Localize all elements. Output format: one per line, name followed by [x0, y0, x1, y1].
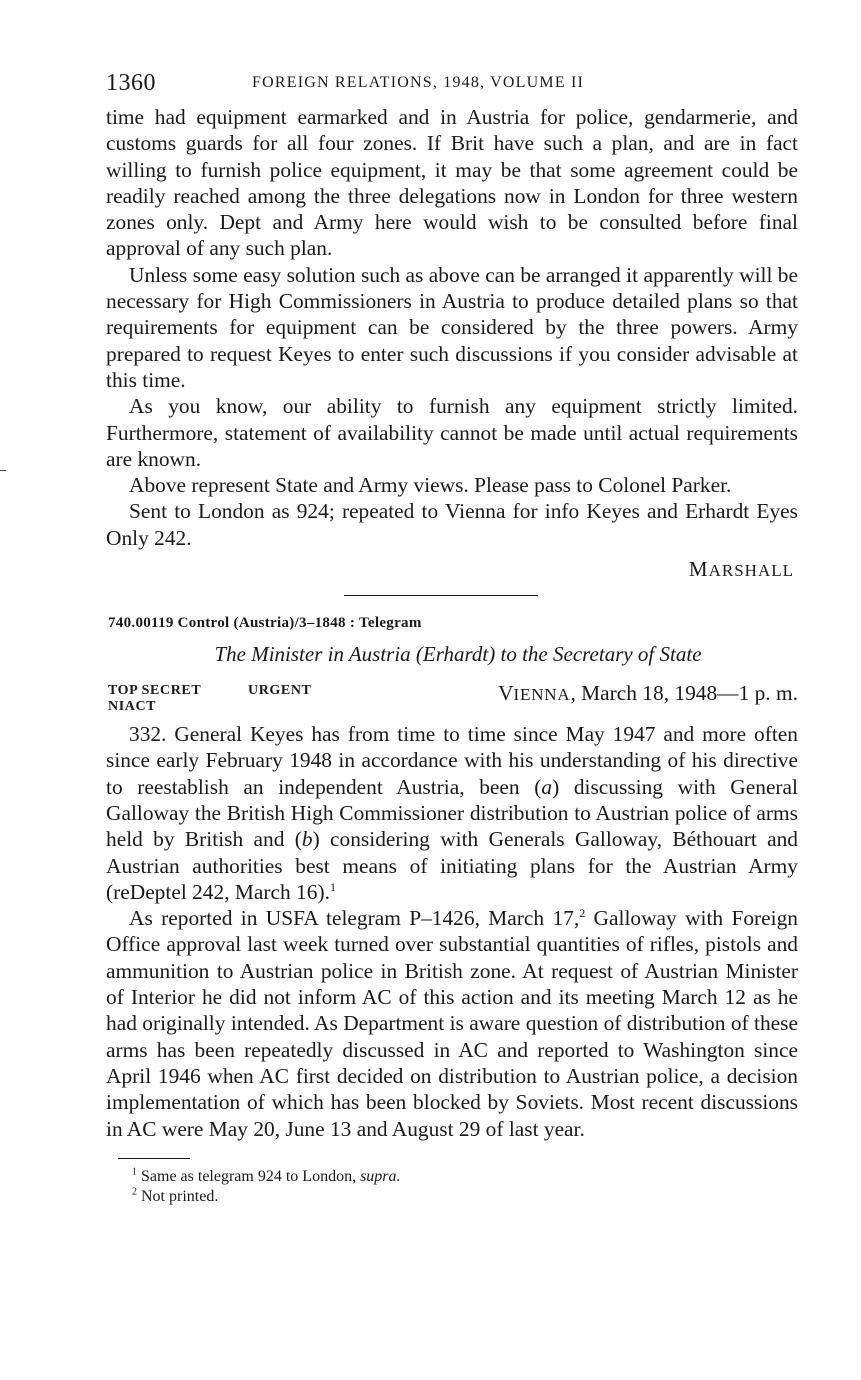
dateline-place-initial: V [498, 681, 514, 706]
text-run: As reported in USFA telegram P–1426, March 17, [129, 906, 580, 931]
classification-line: TOP SECRET [108, 683, 202, 699]
continuation-text [106, 104, 798, 551]
telegram-text [106, 721, 798, 1142]
signature-initial: M [688, 557, 709, 582]
footnote-number: 1 [132, 1166, 137, 1178]
footnote-italic: supra. [360, 1167, 401, 1185]
paragraph: time had equipment earmarked and in Austria for police, gendarmerie, and customs guards for all four zones. If Brit have such a plan, and are in fact willing to furnish police equipment, it may be that some agreement could be readily reached among the three delegations now in London for three western zones only. Dept and Army here would wish to be consulted before final approval of any such plan. [106, 105, 798, 261]
running-title: FOREIGN RELATIONS, 1948, VOLUME II [252, 74, 585, 91]
footnote-text: Same as telegram 924 to London, [141, 1167, 361, 1185]
signature [106, 557, 794, 582]
text-run: a [541, 774, 553, 799]
footnote-number: 2 [132, 1186, 137, 1198]
footnotes [132, 1167, 798, 1207]
text-run: 332. General Keyes has from time to time since May 1947 and more often since early February 1948 in accordance with his understanding of his directive to reestablish an independent Austria, been ( [106, 722, 798, 799]
section-divider [344, 595, 538, 596]
file-reference: 740.00119 Control (Austria)/3–1848 : Telegram [108, 615, 422, 632]
paragraph: Sent to London as 924; repeated to Vienna for info Keyes and Erhardt Eyes Only 242. [106, 499, 798, 550]
page-number: 1360 [106, 70, 156, 96]
urgency-label: URGENT [248, 683, 312, 699]
telegram-header [106, 677, 798, 721]
classification [108, 683, 201, 715]
paragraph [106, 721, 798, 905]
running-head [106, 64, 798, 104]
paragraph: Above represent State and Army views. Please pass to Colonel Parker. [129, 473, 732, 498]
text-run: ) considering with Generals Galloway, Béthouart and Austrian authorities best means of initiating plans for the Austrian Army (reDeptel 242, March 16). [106, 827, 798, 904]
text-run: b [301, 827, 313, 852]
document-page [106, 64, 798, 1207]
paragraph: Unless some easy solution such as above can be arranged it apparently will be necessary for High Commissioners in Austria to produce detailed plans so that requirements for equipment can be considered by the three powers. Army prepared to request Keyes to enter such discussions if you consider advisable at this time. [106, 262, 798, 392]
dateline [498, 681, 798, 706]
dateline-place-rest: IENNA [513, 685, 571, 705]
text-run: ) discussing with General Galloway the British High Commissioner distribution to Austrian police of arms held by British and ( [106, 774, 798, 852]
footnote [132, 1167, 798, 1187]
paragraph: As you know, our ability to furnish any equipment strictly limited. Furthermore, statement of availability cannot be made until actual requirements are known. [106, 394, 798, 471]
footnote-divider [118, 1158, 190, 1159]
text-run: Galloway with Foreign Office approval last week turned over substantial quantities of rifles, pistols and ammunition to Austrian police in British zone. At request of Austrian Minister of Interior he did not inform AC of this action and its meeting March 12 as he had originally intended. As Department is aware question of distribution of these arms has been repeatedly discussed in AC and reported to Washington since April 1946 when AC first decided on distribution to Austrian police, a decision implementation of which has been blocked by Soviets. Most recent discussions in AC were May 20, June 13 and August 29 of last year. [106, 906, 799, 1141]
footnote [132, 1187, 798, 1207]
paragraph [106, 905, 798, 1142]
footnote-ref[interactable]: 2 [579, 906, 586, 920]
margin-tick-mark [0, 470, 6, 471]
footnote-ref[interactable]: 1 [329, 879, 336, 894]
signature-rest: ARSHALL [708, 561, 794, 581]
footnote-text: Not printed. [141, 1187, 219, 1205]
document-title: The Minister in Austria (Erhardt) to the Secretary of State [214, 642, 702, 667]
classification-line: NIACT [108, 699, 157, 715]
dateline-date: , March 18, 1948—1 p. m. [570, 681, 798, 706]
